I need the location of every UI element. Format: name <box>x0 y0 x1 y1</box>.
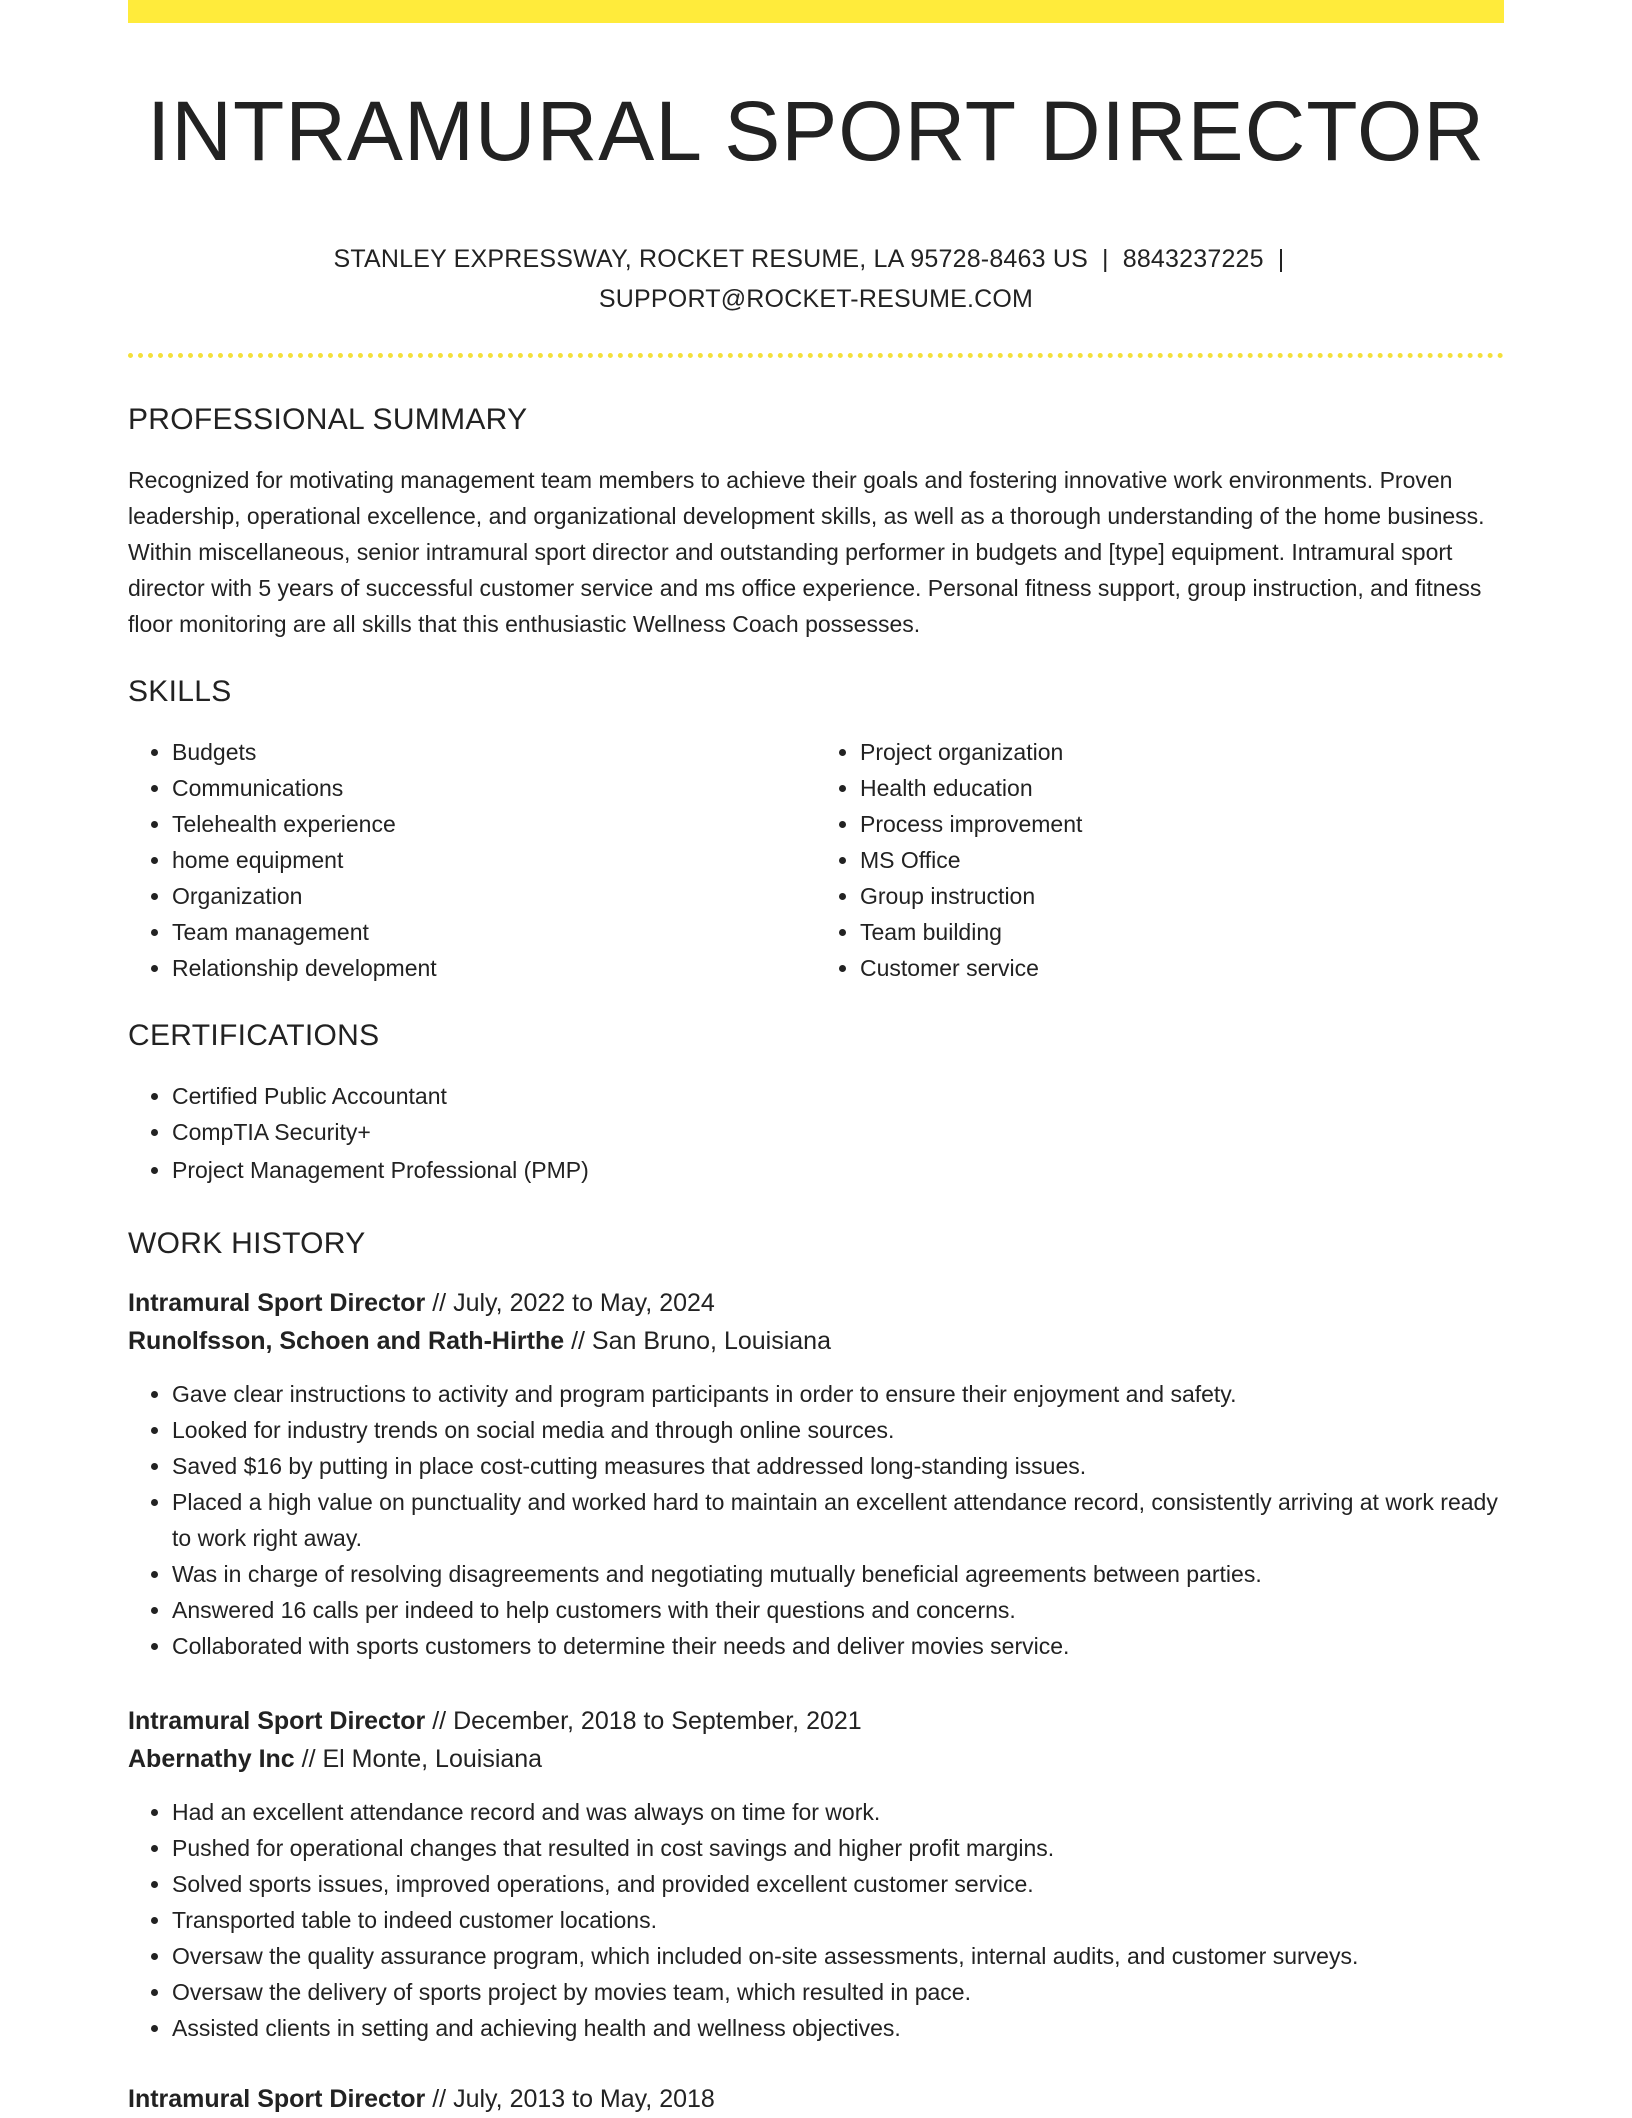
skill-item: • MS Office <box>860 842 1504 878</box>
job-separator: // <box>294 1745 323 1774</box>
accent-bar <box>128 0 1504 23</box>
contact-separator: | <box>1277 245 1285 274</box>
job-separator: // <box>425 1289 454 1318</box>
job-location: San Bruno, Louisiana <box>591 1327 831 1356</box>
job-location: El Monte, Louisiana <box>322 1745 543 1774</box>
job-bullet: • Oversaw the quality assurance program, which included on-site assessments, internal audits, and customer surveys. <box>172 1938 1504 1974</box>
skill-item: • Team management <box>172 914 816 950</box>
job-bullet: • Had an excellent attendance record and was always on time for work. <box>172 1794 1504 1830</box>
job-bullet: • Looked for industry trends on social media and through online sources. <box>172 1412 1504 1448</box>
job-bullet: • Was in charge of resolving disagreements and negotiating mutually beneficial agreements between parties. <box>172 1556 1504 1592</box>
job-dates: December, 2018 to September, 2021 <box>453 1707 862 1736</box>
skill-item: • Project organization <box>860 734 1504 770</box>
job-bullet: • Assisted clients in setting and achieving health and wellness objectives. <box>172 2010 1504 2046</box>
skill-item: • Health education <box>860 770 1504 806</box>
skills-list-right <box>816 734 1504 986</box>
skill-item: • Team building <box>860 914 1504 950</box>
resume-page <box>128 0 1504 2118</box>
skill-item: • Process improvement <box>860 806 1504 842</box>
certification-item: • Certified Public Accountant <box>172 1078 1504 1114</box>
certifications-list <box>128 1078 1504 1188</box>
job-company-line <box>128 1740 1504 1778</box>
job-entry <box>128 2080 1504 2118</box>
summary-text: Recognized for motivating management team members to achieve their goals and fostering innovative work environments. Proven leadership, operational excellence, and organizational development skills, as well as a thorough understanding of the home business. Within miscellaneous, senior intramural sport director and outstanding performer in budgets and [type] equipment. Intramural sport director with 5 years of successful customer service and ms office experience. Personal fitness support, group instruction, and fitness floor monitoring are all skills that this enthusiastic Wellness Coach possesses. <box>128 467 1485 638</box>
job-title-line <box>128 1284 1504 1322</box>
certification-item: • CompTIA Security+ <box>172 1114 1504 1150</box>
skills-section <box>128 674 1504 986</box>
certifications-section <box>128 1018 1504 1188</box>
contact-phone: 8843237225 <box>1122 245 1264 274</box>
job-entry <box>128 1702 1504 1778</box>
skill-item: • Budgets <box>172 734 816 770</box>
contact-info <box>128 239 1504 319</box>
skill-item: • Organization <box>172 878 816 914</box>
dotted-divider <box>128 353 1504 358</box>
job-separator: // <box>425 1707 454 1736</box>
contact-address: STANLEY EXPRESSWAY, ROCKET RESUME, LA 95728-8463 US <box>333 245 1089 274</box>
skill-item: • Telehealth experience <box>172 806 816 842</box>
job-bullets <box>128 1794 1504 2046</box>
job-bullet: • Collaborated with sports customers to determine their needs and deliver movies service. <box>172 1628 1504 1664</box>
job-dates: July, 2013 to May, 2018 <box>453 2085 715 2114</box>
job-bullet: • Answered 16 calls per indeed to help customers with their questions and concerns. <box>172 1592 1504 1628</box>
job-bullet: • Gave clear instructions to activity and program participants in order to ensure their enjoyment and safety. <box>172 1376 1504 1412</box>
contact-email: SUPPORT@ROCKET-RESUME.COM <box>598 285 1034 314</box>
section-heading-work-history: WORK HISTORY <box>128 1227 366 1261</box>
professional-summary-section <box>128 402 1504 642</box>
contact-separator: | <box>1102 245 1109 274</box>
skills-columns <box>128 734 1504 986</box>
skill-item: • Customer service <box>860 950 1504 986</box>
job-bullet: • Oversaw the delivery of sports project by movies team, which resulted in pace. <box>172 1974 1504 2010</box>
skills-list-left <box>128 734 816 986</box>
job-bullet: • Transported table to indeed customer locations. <box>172 1902 1504 1938</box>
job-separator: // <box>425 2085 454 2114</box>
job-entry <box>128 1284 1504 1360</box>
job-company: Runolfsson, Schoen and Rath-Hirthe <box>128 1327 565 1356</box>
job-separator: // <box>564 1327 592 1356</box>
job-title-line <box>128 2080 1504 2118</box>
section-heading-skills: SKILLS <box>128 675 232 709</box>
page-title: INTRAMURAL SPORT DIRECTOR <box>146 84 1486 178</box>
job-title: Intramural Sport Director <box>128 1707 426 1736</box>
job-company: Abernathy Inc <box>128 1745 295 1774</box>
job-bullet: • Placed a high value on punctuality and worked hard to maintain an excellent attendance record, consistently arriving at work ready to work right away. <box>172 1484 1504 1556</box>
skill-item: • Communications <box>172 770 816 806</box>
job-bullet: • Pushed for operational changes that resulted in cost savings and higher profit margins. <box>172 1830 1504 1866</box>
job-bullet: • Saved $16 by putting in place cost-cutting measures that addressed long-standing issues. <box>172 1448 1504 1484</box>
job-title: Intramural Sport Director <box>128 1289 426 1318</box>
certification-item: • Project Management Professional (PMP) <box>172 1152 1504 1188</box>
section-heading-certifications: CERTIFICATIONS <box>128 1019 380 1053</box>
job-title: Intramural Sport Director <box>128 2085 426 2114</box>
job-title-line <box>128 1702 1504 1740</box>
skill-item: • home equipment <box>172 842 816 878</box>
work-history-section <box>128 1226 1504 2118</box>
section-heading-summary: PROFESSIONAL SUMMARY <box>128 403 528 437</box>
job-dates: July, 2022 to May, 2024 <box>453 1289 715 1318</box>
job-company-line <box>128 1322 1504 1360</box>
skill-item: • Relationship development <box>172 950 816 986</box>
job-bullets <box>128 1376 1504 1664</box>
skill-item: • Group instruction <box>860 878 1504 914</box>
job-bullet: • Solved sports issues, improved operations, and provided excellent customer service. <box>172 1866 1504 1902</box>
